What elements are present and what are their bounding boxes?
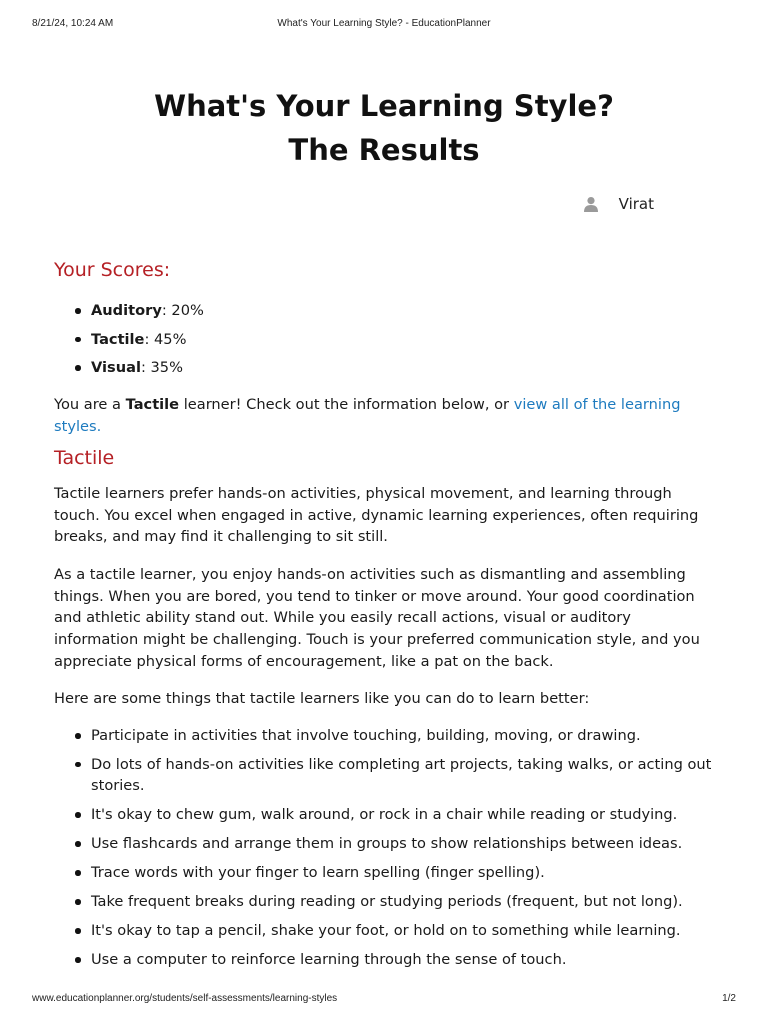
page-title-line1: What's Your Learning Style? [154,89,614,123]
page-title [54,84,714,172]
scores-heading: Your Scores: [54,259,171,281]
score-label: Visual [91,359,141,377]
tactile-heading: Tactile [54,447,115,469]
list-item: Use a computer to reinforce learning through the sense of touch. [54,949,714,970]
user-name: Virat [618,195,654,213]
tactile-paragraph-3: Here are some things that tactile learners like you can do to learn better: [54,690,590,707]
result-sentence [54,394,714,437]
person-icon [583,196,599,212]
list-item: Participate in activities that involve touching, building, moving, or drawing. [54,725,714,746]
tactile-paragraph-2: As a tactile learner, you enjoy hands-on activities such as dismantling and assembling things. When you are bored, you tend to tinker or move around. Your good coordination and athletic ability stand out. While you easily recall actions, visual or auditory information might be challenging. Touch is your preferred communication style, and you appreciate physical forms of encouragement, like a pat on the back. [54,566,700,670]
list-item: Use flashcards and arrange them in groups to show relationships between ideas. [54,833,714,854]
print-footer [0,993,768,1007]
score-value: : 45% [144,330,187,348]
result-prefix: You are a [54,396,126,413]
view-all-styles-link[interactable]: view all of the learning styles. [54,396,681,435]
list-item: Trace words with your finger to learn spelling (finger spelling). [54,862,714,883]
list-item: It's okay to tap a pencil, shake your foot, or hold on to something while learning. [54,920,714,941]
score-label: Auditory [91,302,162,319]
tips-list [54,725,714,978]
list-item: It's okay to chew gum, walk around, or rock in a chair while reading or studying. [54,804,714,825]
print-datetime: 8/21/24, 10:24 AM [32,18,114,29]
scores-list [54,300,714,386]
print-page-number: 1/2 [722,993,736,1004]
tactile-paragraph-1: Tactile learners prefer hands-on activities, physical movement, and learning through touch. You excel when engaged in active, dynamic learning experiences, often requiring breaks, and may find it challenging to sit still. [54,485,699,546]
score-item-auditory [54,300,714,321]
print-header [0,18,768,32]
score-label: Tactile [91,330,145,348]
score-value: : 35% [140,359,183,377]
print-url: www.educationplanner.org/students/self-assessments/learning-styles [32,993,338,1004]
result-style: Tactile [125,396,180,413]
user-info [583,193,654,215]
print-page-title: What's Your Learning Style? - EducationPlanner [277,18,491,29]
page-title-line2: The Results [288,133,480,167]
score-item-visual [54,357,714,378]
list-item: Take frequent breaks during reading or studying periods (frequent, but not long). [54,891,714,912]
result-middle: learner! Check out the information below, or [179,396,514,413]
list-item: Do lots of hands-on activities like completing art projects, taking walks, or acting out stories. [54,754,714,797]
score-value: : 20% [161,302,204,319]
score-item-tactile [54,329,714,350]
